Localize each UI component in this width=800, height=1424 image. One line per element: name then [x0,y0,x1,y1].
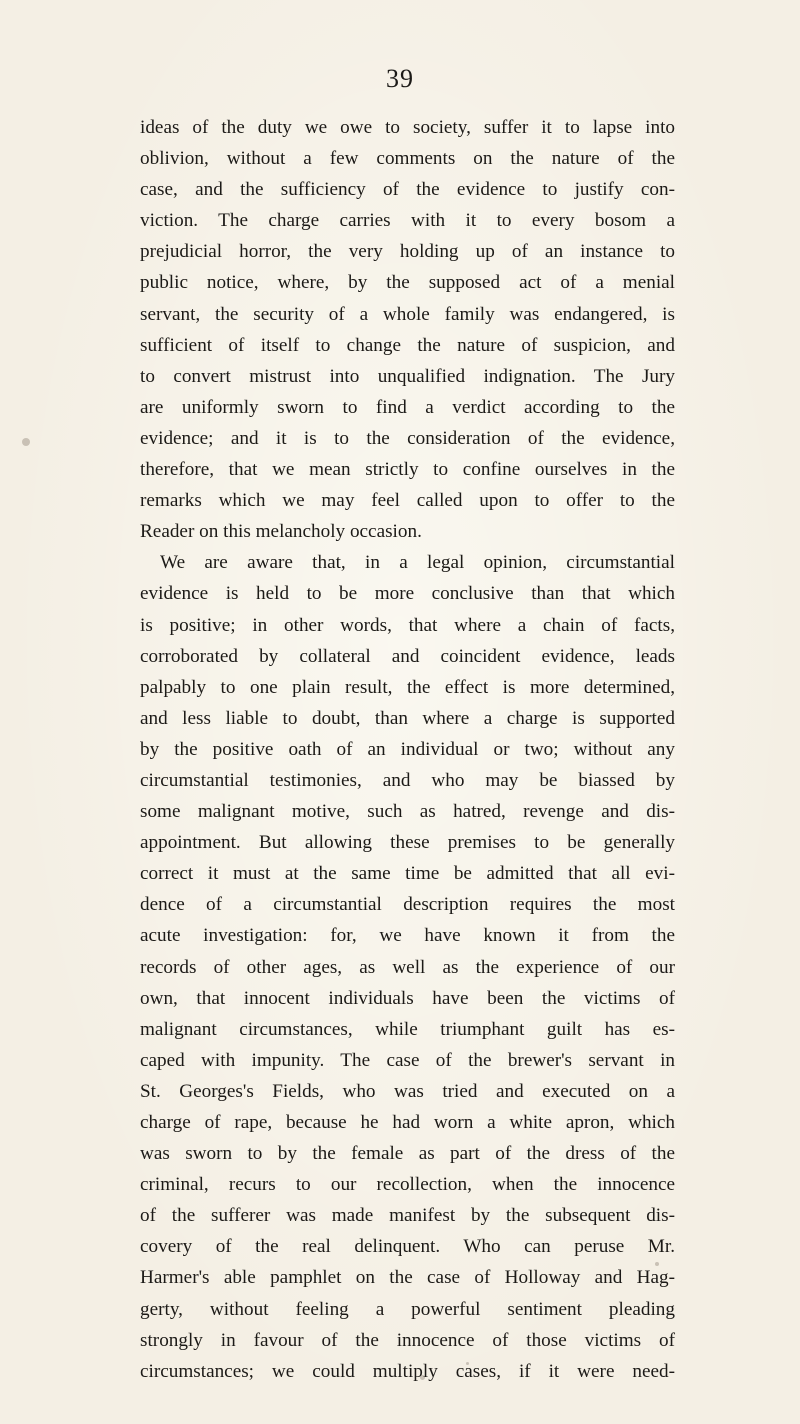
text-line: correct it must at the same time be admitted that all evi- [140,863,675,885]
text-line: appointment. But allowing these premises to be generally [140,832,675,854]
text-line: prejudicial horror, the very holding up of an instance to [140,241,675,263]
text-line: servant, the security of a whole family was endangered, is [140,303,675,325]
page-number: 39 [386,64,414,93]
text-line: was sworn to by the female as part of the dress of the [140,1143,675,1165]
text-line: to convert mistrust into unqualified indignation. The Jury [140,365,675,387]
text-line: some malignant motive, such as hatred, revenge and dis- [140,801,675,823]
text-line: gerty, without feeling a powerful sentiment pleading [140,1298,675,1320]
text-line: are uniformly sworn to find a verdict according to the [140,396,675,418]
body-text [140,112,675,1387]
text-line: own, that innocent individuals have been the victims of [140,987,675,1009]
text-line: case, and the sufficiency of the evidence to justify con- [140,179,675,201]
text-line: malignant circumstances, while triumphant guilt has es- [140,1018,675,1040]
text-line: viction. The charge carries with it to every bosom a [140,210,675,232]
paper-speck [22,438,30,446]
text-line: dence of a circumstantial description requires the most [140,894,675,916]
text-line: circumstantial testimonies, and who may be biassed by [140,769,675,791]
paper-speck [655,1262,659,1266]
text-line: evidence is held to be more conclusive than that which [140,583,675,605]
text-line: St. Georges's Fields, who was tried and executed on a [140,1080,675,1102]
text-line: charge of rape, because he had worn a white apron, which [140,1112,675,1133]
text-line: criminal, recurs to our recollection, when the innocence [140,1174,675,1196]
text-line: is positive; in other words, that where a chain of facts, [140,614,675,636]
text-line: acute investigation: for, we have known it from the [140,925,675,947]
paper-speck [420,1375,425,1380]
text-line: circumstances; we could multiply cases, if it were need- [140,1360,675,1382]
text-line: corroborated by collateral and coincident evidence, leads [140,645,675,667]
text-line: oblivion, without a few comments on the nature of the [140,148,675,170]
text-line: records of other ages, as well as the experience of our [140,956,675,978]
text-line: of the sufferer was made manifest by the subsequent dis- [140,1205,675,1227]
text-line: therefore, that we mean strictly to confine ourselves in the [140,459,675,481]
text-line: Reader on this melancholy occasion. [140,521,422,543]
text-line: caped with impunity. The case of the brewer's servant in [140,1049,675,1071]
text-line: and less liable to doubt, than where a charge is supported [140,707,675,729]
text-line: strongly in favour of the innocence of those victims of [140,1329,675,1351]
text-line: covery of the real delinquent. Who can peruse Mr. [140,1236,675,1258]
paper-speck [466,1362,469,1365]
text-line: remarks which we may feel called upon to offer to the [140,490,675,512]
text-line: Harmer's able pamphlet on the case of Holloway and Hag- [140,1267,675,1289]
text-line: palpably to one plain result, the effect is more determined, [140,676,675,698]
text-line: public notice, where, by the supposed act of a menial [140,272,675,294]
text-line: by the positive oath of an individual or two; without any [140,738,675,760]
text-line: We are aware that, in a legal opinion, circumstantial [160,552,675,574]
text-line: ideas of the duty we owe to society, suffer it to lapse into [140,117,675,138]
text-line: evidence; and it is to the consideration of the evidence, [140,427,675,449]
text-line: sufficient of itself to change the nature of suspicion, and [140,334,675,356]
